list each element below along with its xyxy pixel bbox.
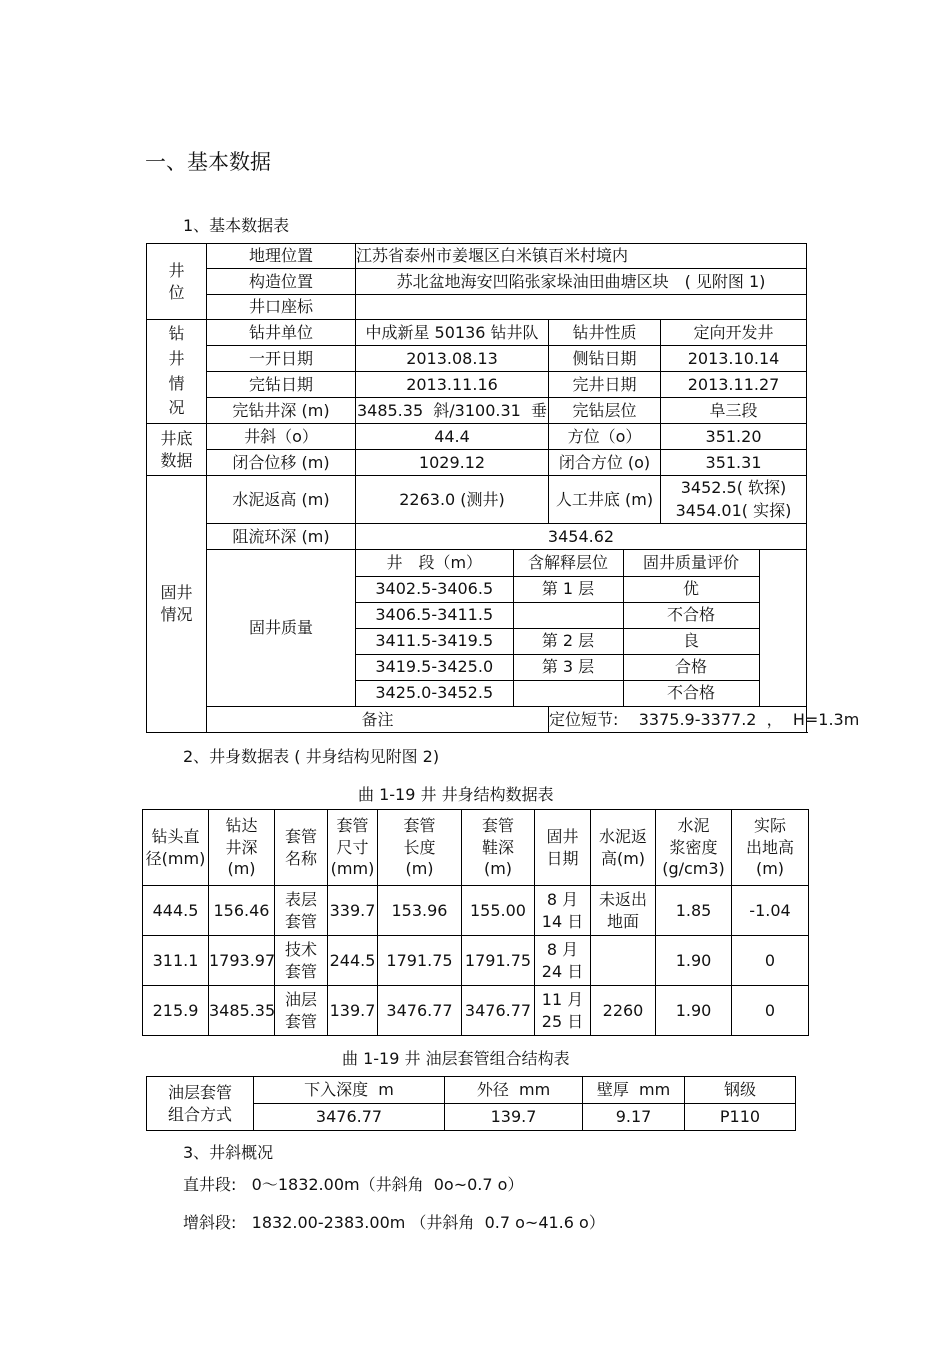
quality-header-evaluation: 固井质量评价 [623,550,759,576]
cell-casing-name: 技术 套管 [275,936,328,986]
td-depth-label: 完钻井深 (m) [207,398,356,424]
bottom-data-group: 井底 数据 [147,424,207,476]
col-header-stickup: 实际 出地高 (m) [732,810,809,886]
closure-azimuth-value: 351.31 [661,450,807,476]
cell-cement-date: 8 月 14 日 [535,886,591,936]
cell-casing-size: 139.7 [328,986,378,1036]
wellhead-coord-value [356,295,807,320]
section-title: 一、基本数据 [145,150,271,174]
quality-layer [513,602,623,628]
td-depth-value: 3485.35 斜/3100.31 垂 [356,398,549,424]
cement-quality-label: 固井质量 [207,550,356,707]
closure-displacement-value: 1029.12 [356,450,549,476]
inclination-heading: 3、井斜概况 [183,1143,274,1162]
quality-layer: 第 2 层 [513,628,623,654]
quality-evaluation: 合格 [623,654,759,680]
well-position-group: 井 位 [147,244,207,320]
wall-value: 9.17 [583,1104,685,1131]
quality-evaluation: 不合格 [623,602,759,628]
float-collar-label: 阻流环深 (m) [207,524,356,550]
azimuth-label: 方位（o） [549,424,661,450]
cement-quality-subtable [356,550,760,706]
quality-interval: 3402.5-3406.5 [356,576,513,602]
col-header-od: 外径 mm [445,1077,583,1104]
col-header-casing-name: 套管 名称 [275,810,328,886]
col-header-casing-length: 套管 长度 (m) [378,810,462,886]
geo-location-label: 地理位置 [207,244,356,269]
quality-interval: 3419.5-3425.0 [356,654,513,680]
remark-label: 备注 [207,707,549,733]
cell-slurry-density: 1.85 [656,886,732,936]
inclination-label: 井斜（o） [207,424,356,450]
structure-location-value: 苏北盆地海安凹陷张家垛油田曲塘区块 ( 见附图 1) [356,269,807,295]
pbtd-label: 人工井底 (m) [549,476,661,524]
col-header-cement-date: 固井 日期 [535,810,591,886]
cell-casing-size: 244.5 [328,936,378,986]
quality-header-interval: 井 段（m） [356,550,513,576]
cell-casing-name: 表层 套管 [275,886,328,936]
drill-unit-value: 中成新星 50136 钻井队 [356,320,549,346]
production-casing-table [146,1076,796,1131]
col-header-shoe-depth: 套管 鞋深 (m) [462,810,535,886]
vertical-section-line: 直井段: 0～1832.00m（井斜角 0o~0.7 o） [183,1175,524,1194]
cell-casing-name: 油层 套管 [275,986,328,1036]
col-header-depth: 钻达 井深 (m) [209,810,275,886]
quality-layer: 第 1 层 [513,576,623,602]
cell-cement-top: 未返出 地面 [591,886,656,936]
table-row [143,886,809,936]
col-header-run-depth: 下入深度 m [254,1077,445,1104]
remark-value: 定位短节: 3375.9-3377.2 ， H=1.3m [549,707,807,733]
col-header-slurry-density: 水泥 浆密度 (g/cm3) [656,810,732,886]
cement-top-value: 2263.0 (测井) [356,476,549,524]
cell-depth: 156.46 [209,886,275,936]
quality-evaluation: 不合格 [623,680,759,706]
completion-date-value: 2013.11.27 [661,372,807,398]
col-header-cement-top: 水泥返 高(m) [591,810,656,886]
spud-date-value: 2013.08.13 [356,346,549,372]
od-value: 139.7 [445,1104,583,1131]
sidetrack-date-value: 2013.10.14 [661,346,807,372]
cell-shoe-depth: 155.00 [462,886,535,936]
col-header-casing-size: 套管 尺寸 (mm) [328,810,378,886]
cell-casing-length: 1791.75 [378,936,462,986]
quality-evaluation: 良 [623,628,759,654]
casing-combo-label: 油层套管 组合方式 [147,1077,254,1131]
quality-evaluation: 优 [623,576,759,602]
quality-interval: 3425.0-3452.5 [356,680,513,706]
run-depth-value: 3476.77 [254,1104,445,1131]
drill-unit-label: 钻井单位 [207,320,356,346]
spud-date-label: 一开日期 [207,346,356,372]
geo-location-value: 江苏省泰州市姜堰区白米镇百米村境内 [356,244,807,269]
cell-stickup: -1.04 [732,886,809,936]
completion-date-label: 完井日期 [549,372,661,398]
cell-stickup: 0 [732,986,809,1036]
quality-header-layer: 含解释层位 [513,550,623,576]
cell-casing-length: 153.96 [378,886,462,936]
cell-casing-length: 3476.77 [378,986,462,1036]
drilling-group: 钻 井 情 况 [147,320,207,424]
structure-location-label: 构造位置 [207,269,356,295]
table2-caption: 曲 1-19 井 井身结构数据表 [358,785,554,804]
quality-layer: 第 3 层 [513,654,623,680]
td-layer-label: 完钻层位 [549,398,661,424]
quality-interval: 3406.5-3411.5 [356,602,513,628]
float-collar-value: 3454.62 [356,524,807,550]
basic-data-table [146,243,860,733]
table3-caption: 曲 1-19 井 油层套管组合结构表 [342,1049,570,1068]
table-row [143,936,809,986]
cell-stickup: 0 [732,936,809,986]
td-date-value: 2013.11.16 [356,372,549,398]
td-date-label: 完钻日期 [207,372,356,398]
cell-cement-top [591,936,656,986]
table2-heading: 2、井身数据表 ( 井身结构见附图 2) [183,747,440,766]
drill-nature-label: 钻井性质 [549,320,661,346]
cell-cement-date: 11 月 25 日 [535,986,591,1036]
cell-cement-date: 8 月 24 日 [535,936,591,986]
cell-bit-size: 311.1 [143,936,209,986]
table-row [143,986,809,1036]
quality-layer [513,680,623,706]
cell-depth: 3485.35 [209,986,275,1036]
grade-value: P110 [685,1104,796,1131]
closure-displacement-label: 闭合位移 (m) [207,450,356,476]
cell-bit-size: 215.9 [143,986,209,1036]
drill-nature-value: 定向开发井 [661,320,807,346]
cell-cement-top: 2260 [591,986,656,1036]
inclination-value: 44.4 [356,424,549,450]
pbtd-value: 3452.5( 软探) 3454.01( 实探) [661,476,807,524]
col-header-grade: 钢级 [685,1077,796,1104]
sidetrack-date-label: 侧钻日期 [549,346,661,372]
quality-interval: 3411.5-3419.5 [356,628,513,654]
col-header-wall: 壁厚 mm [583,1077,685,1104]
cell-slurry-density: 1.90 [656,936,732,986]
cell-casing-size: 339.7 [328,886,378,936]
cement-quality-cell [356,550,807,707]
cementing-group: 固井 情况 [147,476,207,733]
cement-top-label: 水泥返高 (m) [207,476,356,524]
casing-data-table [142,809,809,1036]
closure-azimuth-label: 闭合方位 (o) [549,450,661,476]
cell-bit-size: 444.5 [143,886,209,936]
azimuth-value: 351.20 [661,424,807,450]
cell-shoe-depth: 1791.75 [462,936,535,986]
col-header-bit-size: 钻头直 径(mm) [143,810,209,886]
build-section-line: 增斜段: 1832.00-2383.00m （井斜角 0.7 o~41.6 o） [183,1213,605,1232]
casing-header-row [143,810,809,886]
cell-slurry-density: 1.90 [656,986,732,1036]
td-layer-value: 阜三段 [661,398,807,424]
cell-depth: 1793.97 [209,936,275,986]
cell-shoe-depth: 3476.77 [462,986,535,1036]
wellhead-coord-label: 井口座标 [207,295,356,320]
table1-heading: 1、基本数据表 [183,216,290,235]
